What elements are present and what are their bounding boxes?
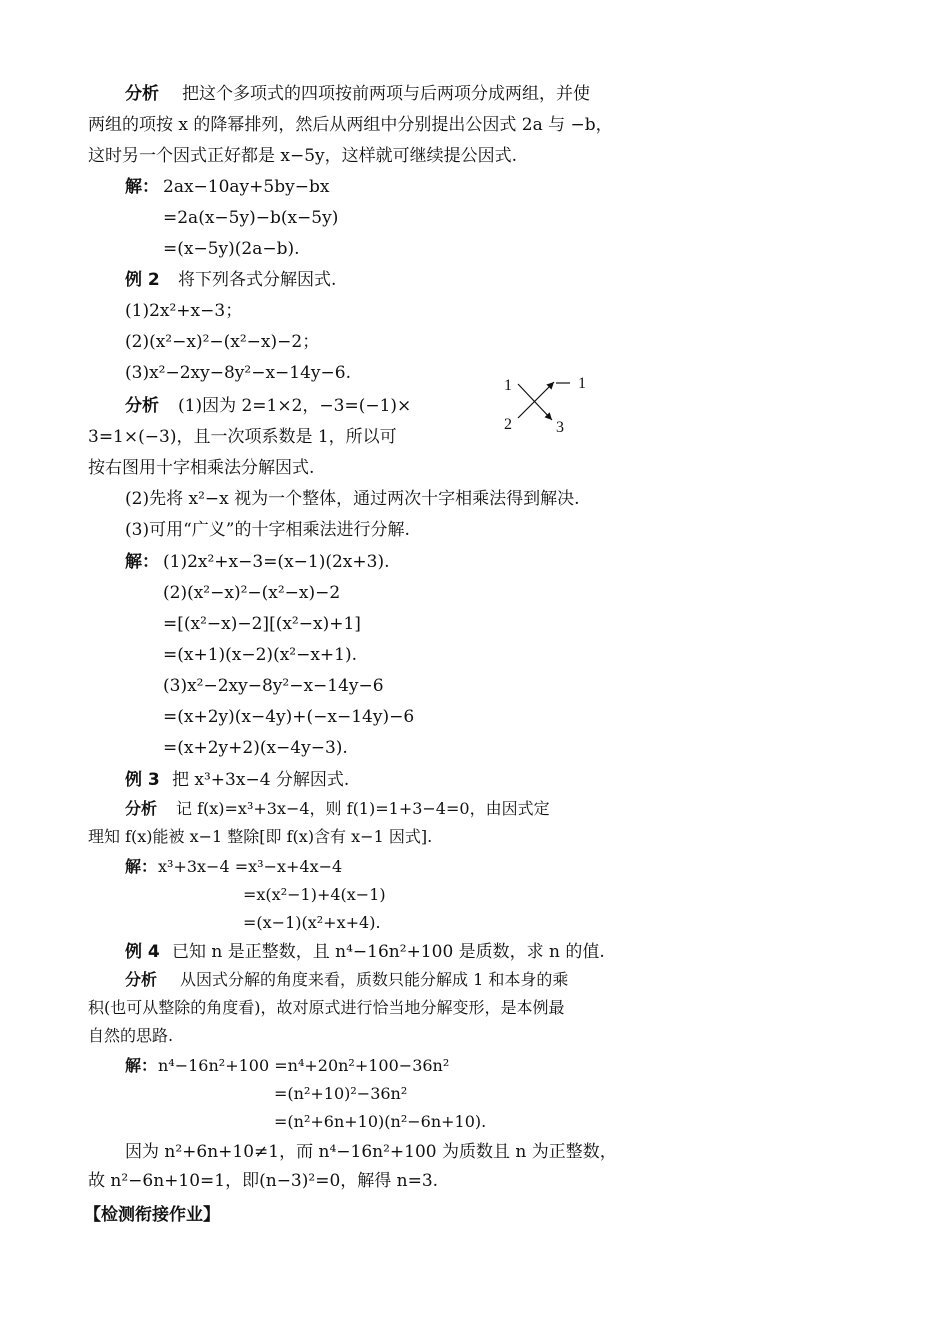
analysis-text: 3=1×(−3)，且一次项系数是 1，所以可 [88,427,397,447]
analysis-text: 理知 f(x)能被 x−1 整除[即 f(x)含有 x−1 因式]. [88,827,433,846]
example-part: (3)x²−2xy−8y²−x−14y−6. [125,363,351,383]
analysis-text: 积(也可从整除的角度看)，故对原式进行恰当地分解变形，是本例最 [88,998,565,1017]
analysis-label: 分析 [125,396,159,416]
analysis-label: 分析 [125,799,158,818]
example-part: (1)2x²+x−3； [125,301,243,321]
solution-step: =(x−1)(x²+x+4). [243,913,381,932]
solution-step: =(x+2y)(x−4y)+(−x−14y)−6 [163,707,415,727]
solution-step: =2a(x−5y)−b(x−5y) [163,208,339,228]
example-part: (2)(x²−x)²−(x²−x)−2； [125,332,320,352]
solution-label: 解： [125,857,158,876]
example-label: 例 2 [125,270,160,290]
analysis-label: 分析 [125,84,159,104]
solution-step: =(n²+10)²−36n² [274,1084,408,1103]
solution-step: n⁴−16n²+100 =n⁴+20n²+100−36n² [158,1056,450,1075]
solution-step: =x(x²−1)+4(x−1) [243,885,386,904]
solution-step: x³+3x−4 =x³−x+4x−4 [158,857,343,876]
solution-step: =(x−5y)(2a−b). [163,239,300,259]
section-heading: 【检测衔接作业】 [84,1205,220,1225]
analysis-text: (1)因为 2=1×2，−3=(−1)× [178,396,412,416]
analysis-text: 两组的项按 x 的降幂排列，然后从两组中分别提出公因式 2a 与 −b， [88,115,613,135]
diagram-arrow-up [518,382,554,418]
analysis-label: 分析 [125,970,158,989]
example-label: 例 3 [125,770,160,790]
diagram-bottom-left: 2 [504,416,512,433]
analysis-text: 把这个多项式的四项按前两项与后两项分成两组，并使 [182,84,590,104]
conclusion-text: 故 n²−6n+10=1，即(n−3)²=0，解得 n=3. [88,1171,439,1191]
solution-step: (3)x²−2xy−8y²−x−14y−6 [163,676,384,696]
conclusion-text: 因为 n²+6n+10≠1，而 n⁴−16n²+100 为质数且 n 为正整数， [125,1142,617,1162]
example-label: 例 4 [125,942,160,962]
solution-step: (2)(x²−x)²−(x²−x)−2 [163,583,341,603]
solution-step: =(x+2y+2)(x−4y−3). [163,738,348,758]
solution-step: (1)2x²+x−3=(x−1)(2x+3). [163,552,390,572]
example-prompt: 已知 n 是正整数，且 n⁴−16n²+100 是质数，求 n 的值. [172,942,605,962]
diagram-top-right: 1 [578,375,586,392]
cross-multiplication-diagram [500,368,600,438]
solution-step: =(x+1)(x−2)(x²−x+1). [163,645,358,665]
diagram-top-left: 1 [504,377,512,394]
solution-step: =[(x²−x)−2][(x²−x)+1] [163,614,361,634]
solution-step: 2ax−10ay+5by−bx [163,177,330,197]
analysis-text: 记 f(x)=x³+3x−4，则 f(1)=1+3−4=0，由因式定 [176,799,550,818]
analysis-text: 这时另一个因式正好都是 x−5y，这样就可继续提公因式. [88,146,518,166]
analysis-text: 从因式分解的角度来看，质数只能分解成 1 和本身的乘 [180,970,569,989]
solution-label: 解： [125,1056,158,1075]
analysis-text: 自然的思路. [88,1026,174,1045]
example-prompt: 将下列各式分解因式. [178,270,337,290]
solution-label: 解： [125,177,159,197]
solution-step: =(n²+6n+10)(n²−6n+10). [274,1112,487,1131]
example-prompt: 把 x³+3x−4 分解因式. [172,770,350,790]
solution-label: 解： [125,552,159,572]
diagram-bottom-right: 3 [556,419,564,436]
analysis-text: 按右图用十字相乘法分解因式. [88,458,315,478]
analysis-text: (2)先将 x²−x 视为一个整体，通过两次十字相乘法得到解决. [125,489,580,509]
analysis-text: (3)可用“广义”的十字相乘法进行分解. [125,520,410,540]
